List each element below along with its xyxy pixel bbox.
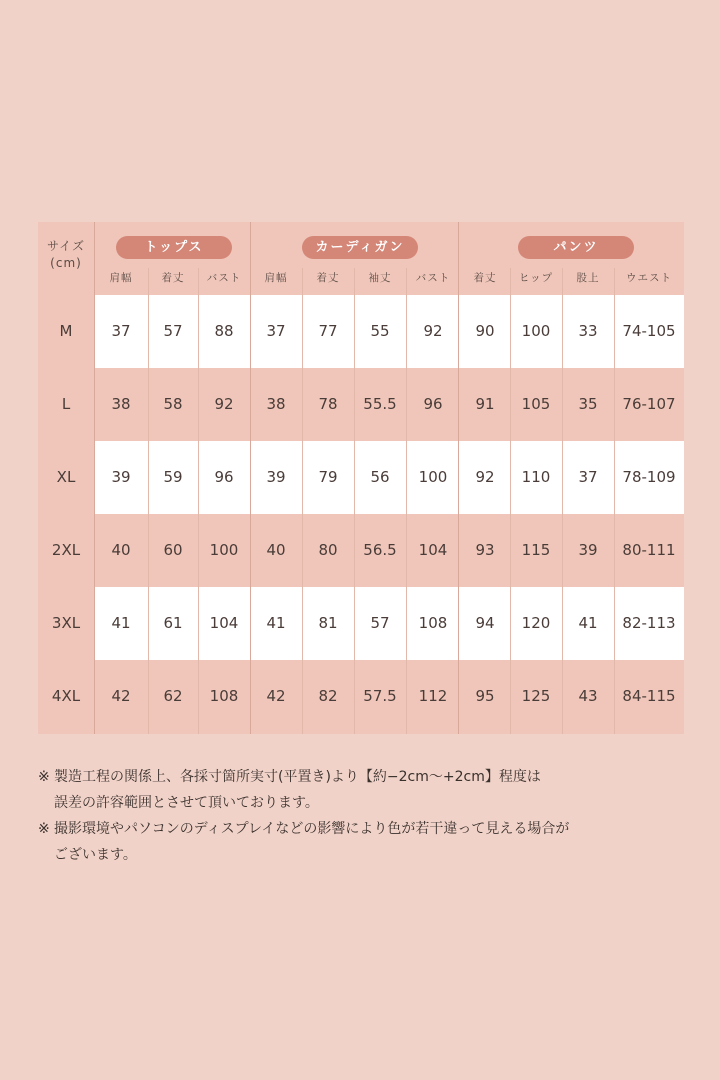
column-divider [198, 268, 199, 734]
value-cell: 90 [475, 322, 495, 340]
size-cell: XL [38, 441, 94, 514]
table-row [38, 514, 684, 587]
column-divider [354, 268, 355, 734]
column-header: 着丈 [473, 272, 497, 284]
value-cell: 42 [266, 687, 286, 705]
value-cell: 55.5 [363, 395, 397, 413]
group-pill-cardigan: カーディガン [302, 236, 418, 259]
note-2-line1: 撮影環境やパソコンのディスプレイなどの影響により色が若干違って見える場合が [54, 821, 570, 837]
value-cell: 55 [370, 322, 390, 340]
value-cell: 40 [266, 541, 286, 559]
value-cell: 100 [521, 322, 551, 340]
value-cell: 74-105 [622, 322, 676, 340]
group-pill-pants: パンツ [518, 236, 634, 259]
value-cell: 96 [423, 395, 443, 413]
value-cell: 38 [111, 395, 131, 413]
value-cell: 81 [318, 614, 338, 632]
column-header: 肩幅 [109, 272, 133, 284]
column-header: ヒップ [518, 272, 554, 284]
value-cell: 77 [318, 322, 338, 340]
table-row [38, 368, 684, 441]
note-1 [38, 764, 698, 816]
value-cell: 61 [163, 614, 183, 632]
value-cell: 38 [266, 395, 286, 413]
group-divider [94, 222, 95, 734]
size-cell: M [38, 295, 94, 368]
column-divider [148, 268, 149, 734]
note-mark: ※ [38, 821, 50, 837]
value-cell: 56.5 [363, 541, 397, 559]
column-header: 肩幅 [264, 272, 288, 284]
value-cell: 57 [163, 322, 183, 340]
value-cell: 37 [111, 322, 131, 340]
value-cell: 93 [475, 541, 495, 559]
column-divider [406, 268, 407, 734]
size-cell: L [38, 368, 94, 441]
value-cell: 104 [418, 541, 448, 559]
table-row [38, 295, 684, 368]
value-cell: 59 [163, 468, 183, 486]
value-cell: 88 [214, 322, 234, 340]
table-row [38, 441, 684, 514]
value-cell: 41 [266, 614, 286, 632]
notes [38, 764, 698, 868]
value-cell: 78 [318, 395, 338, 413]
column-divider [614, 268, 615, 734]
value-cell: 115 [521, 541, 551, 559]
note-1-line2: 誤差の許容範囲とさせて頂いております。 [54, 795, 319, 811]
value-cell: 94 [475, 614, 495, 632]
group-pill-tops: トップス [116, 236, 232, 259]
value-cell: 100 [418, 468, 448, 486]
value-cell: 58 [163, 395, 183, 413]
column-divider [510, 268, 511, 734]
value-cell: 35 [578, 395, 598, 413]
value-cell: 100 [209, 541, 239, 559]
value-cell: 79 [318, 468, 338, 486]
group-divider [250, 222, 251, 734]
column-header: 袖丈 [368, 272, 392, 284]
value-cell: 37 [578, 468, 598, 486]
value-cell: 33 [578, 322, 598, 340]
value-cell: 57 [370, 614, 390, 632]
value-cell: 39 [111, 468, 131, 486]
value-cell: 62 [163, 687, 183, 705]
value-cell: 108 [418, 614, 448, 632]
column-header: ウエスト [626, 272, 672, 284]
column-header: 着丈 [161, 272, 185, 284]
value-cell: 92 [214, 395, 234, 413]
value-cell: 39 [266, 468, 286, 486]
value-cell: 41 [111, 614, 131, 632]
value-cell: 110 [521, 468, 551, 486]
value-cell: 41 [578, 614, 598, 632]
value-cell: 91 [475, 395, 495, 413]
value-cell: 105 [521, 395, 551, 413]
note-2 [38, 816, 698, 868]
size-header-line2: (cm) [50, 256, 82, 270]
table-row [38, 660, 684, 733]
note-mark: ※ [38, 769, 50, 785]
value-cell: 104 [209, 614, 239, 632]
value-cell: 43 [578, 687, 598, 705]
value-cell: 80 [318, 541, 338, 559]
value-cell: 120 [521, 614, 551, 632]
value-cell: 37 [266, 322, 286, 340]
value-cell: 84-115 [622, 687, 676, 705]
value-cell: 92 [423, 322, 443, 340]
column-divider [562, 268, 563, 734]
value-cell: 95 [475, 687, 495, 705]
value-cell: 82-113 [622, 614, 676, 632]
size-header-line1: サイズ [46, 239, 86, 253]
size-cell: 4XL [38, 660, 94, 733]
value-cell: 82 [318, 687, 338, 705]
column-divider [302, 268, 303, 734]
value-cell: 112 [418, 687, 448, 705]
value-cell: 42 [111, 687, 131, 705]
table-row [38, 587, 684, 660]
size-header-label [38, 238, 94, 272]
value-cell: 92 [475, 468, 495, 486]
value-cell: 78-109 [622, 468, 676, 486]
value-cell: 80-111 [622, 541, 676, 559]
value-cell: 56 [370, 468, 390, 486]
note-2-line2: ございます。 [54, 847, 137, 863]
column-header: 股上 [576, 272, 600, 284]
value-cell: 96 [214, 468, 234, 486]
column-header: バスト [206, 272, 242, 284]
size-cell: 3XL [38, 587, 94, 660]
value-cell: 125 [521, 687, 551, 705]
value-cell: 39 [578, 541, 598, 559]
value-cell: 60 [163, 541, 183, 559]
group-divider [458, 222, 459, 734]
size-table [38, 222, 684, 734]
value-cell: 57.5 [363, 687, 397, 705]
value-cell: 108 [209, 687, 239, 705]
value-cell: 76-107 [622, 395, 676, 413]
column-header: バスト [415, 272, 451, 284]
column-header: 着丈 [316, 272, 340, 284]
note-1-line1: 製造工程の関係上、各採寸箇所実寸(平置き)より【約−2cm〜+2cm】程度は [54, 769, 541, 785]
size-cell: 2XL [38, 514, 94, 587]
value-cell: 40 [111, 541, 131, 559]
